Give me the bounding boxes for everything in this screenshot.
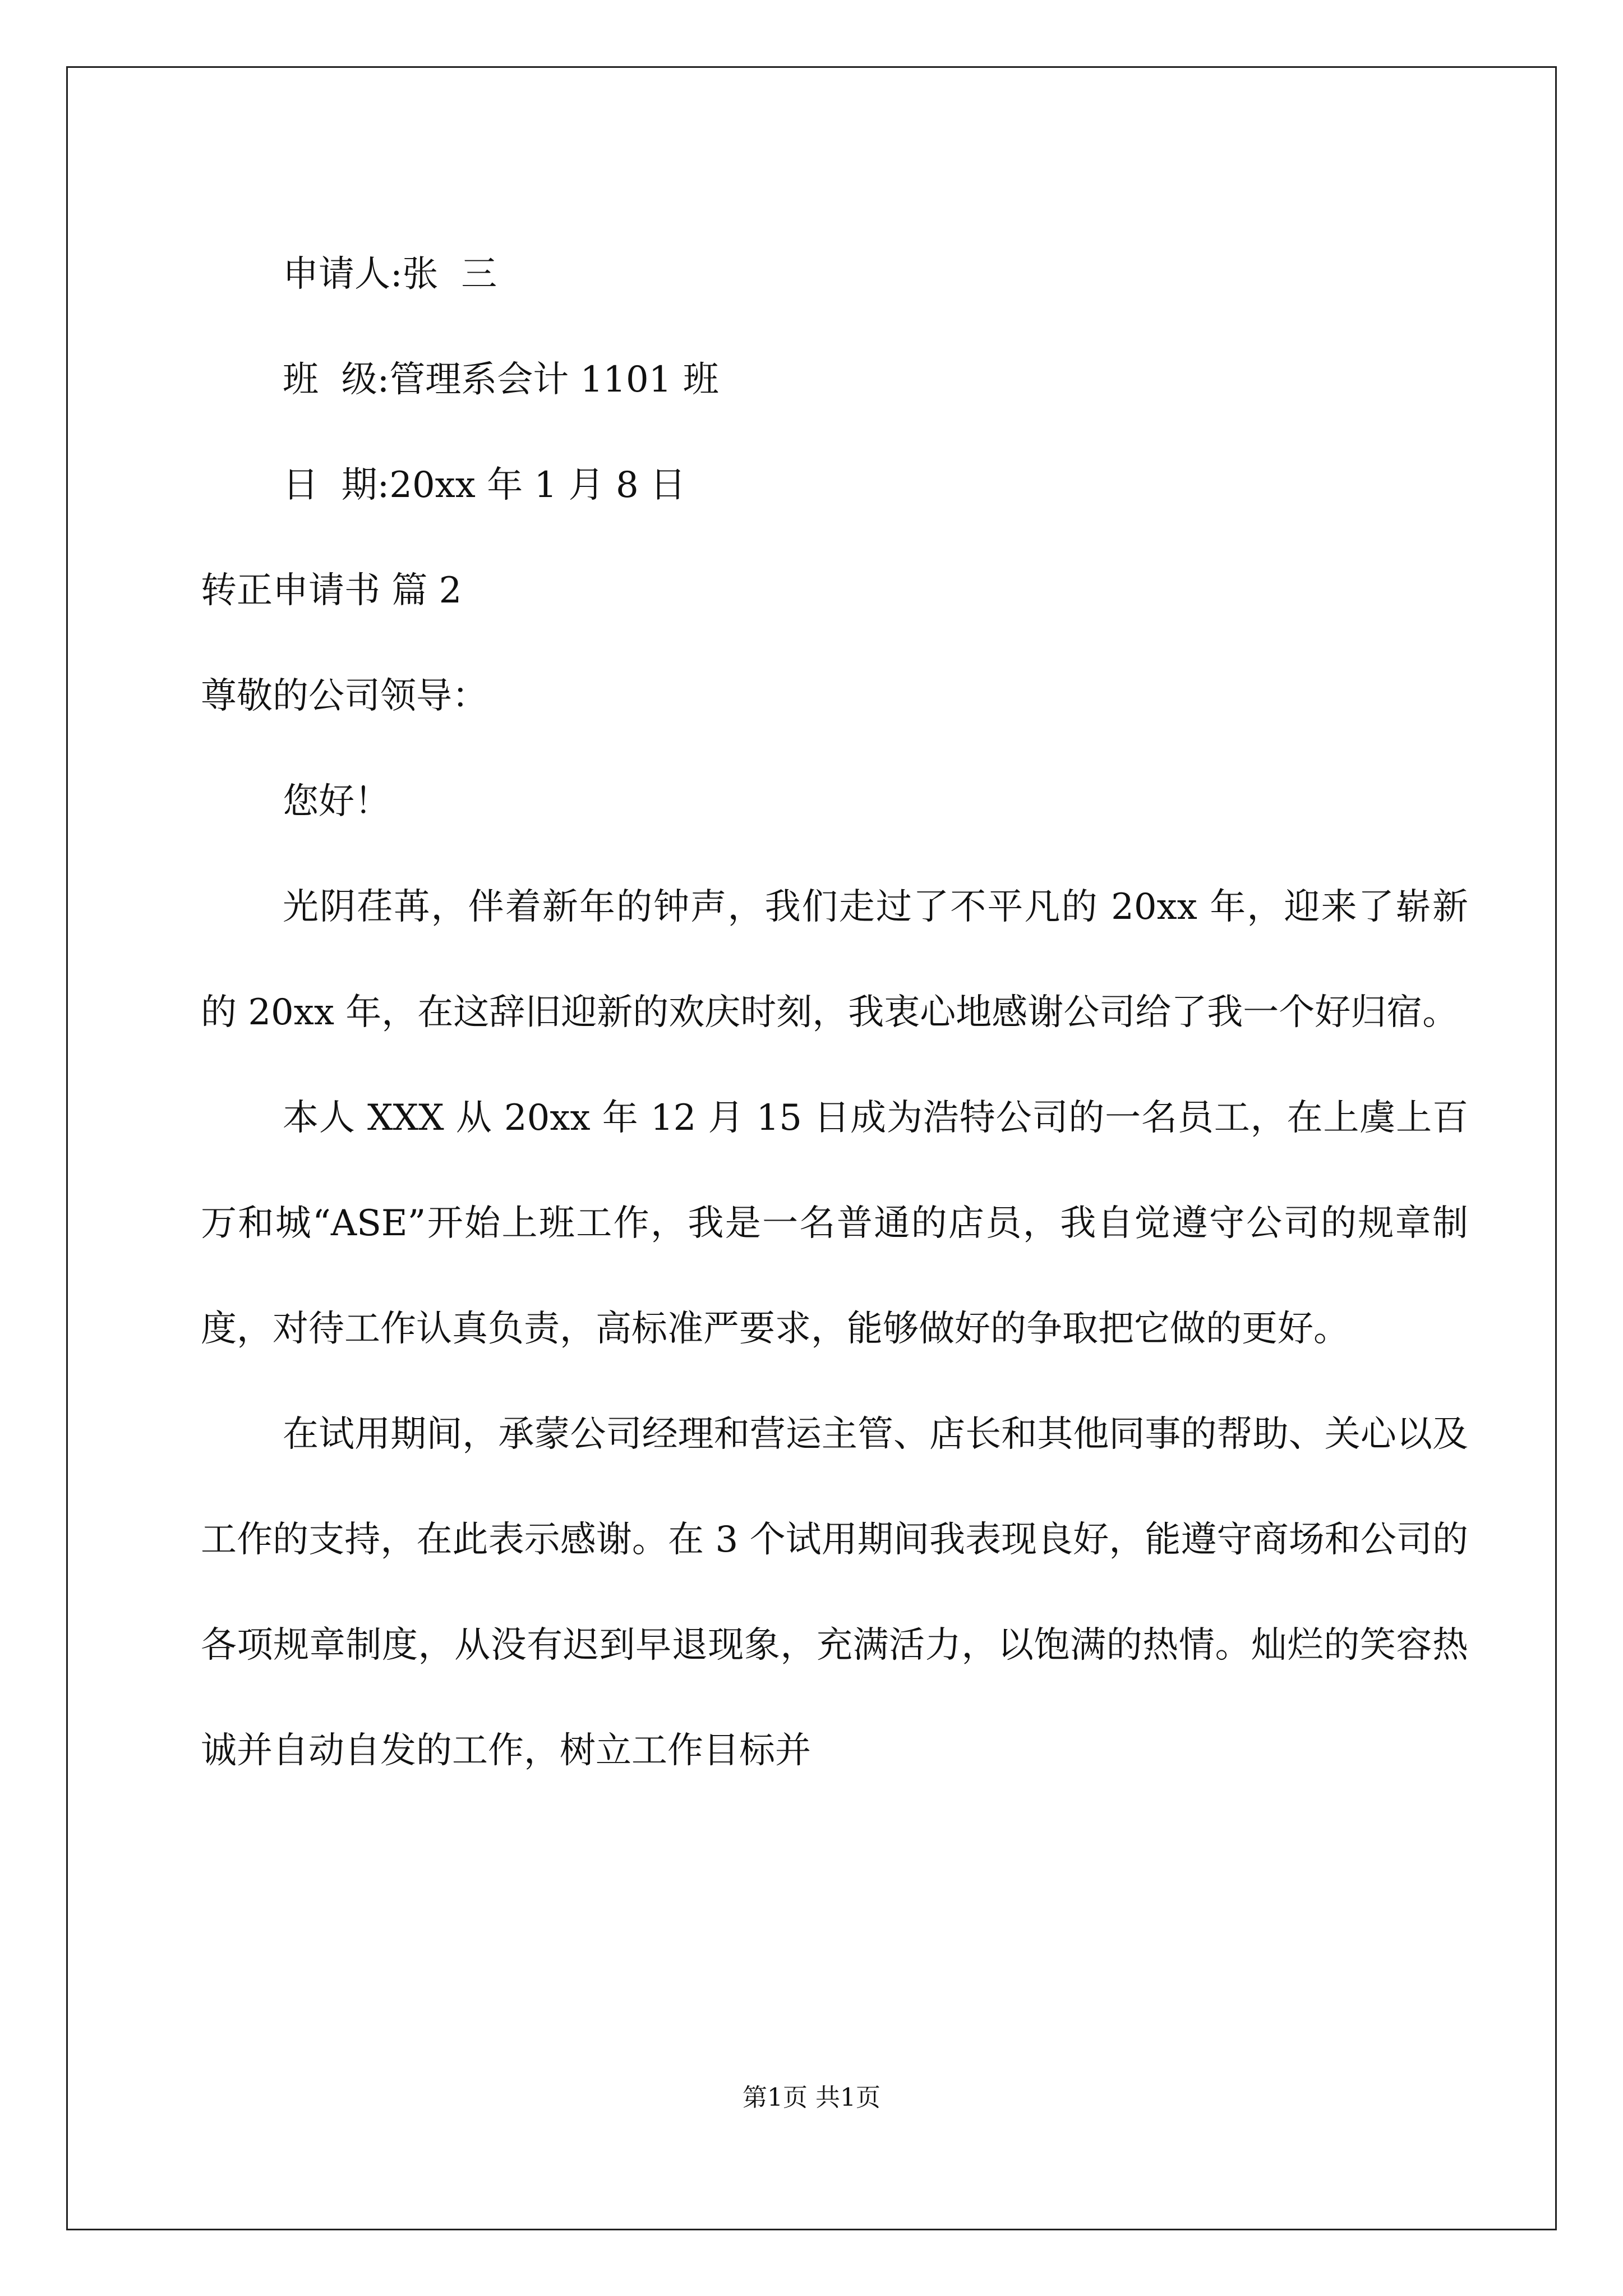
- applicant-line: 申请人:张 三: [283, 254, 497, 295]
- paragraph-3: 在试用期间，承蒙公司经理和营运主管、店长和其他同事的帮助、关心以及工作的支持，在此表示感谢。在 3 个试用期间我表现良好，能遵守商场和公司的各项规章制度，从没有迟到早退现象，充满活力，以饱满的热情。灿烂的笑容热诚并自动自发的工作，树立工作目标并: [201, 1414, 1468, 1772]
- salutation: 尊敬的公司领导：: [201, 675, 488, 717]
- paragraph-1: 光阴荏苒，伴着新年的钟声，我们走过了不平凡的 20xx 年，迎来了崭新的 20xx 年，在这辞旧迎新的欢庆时刻，我衷心地感谢公司给了我一个好归宿。: [201, 886, 1468, 1033]
- greeting: 您好！: [283, 781, 390, 822]
- page-footer: 第1页 共1页: [743, 2083, 880, 2112]
- date-line: 日 期:20xx 年 1 月 8 日: [283, 464, 686, 506]
- document-body: [201, 222, 1468, 1803]
- paragraph-2: 本人 XXX 从 20xx 年 12 月 15 日成为浩特公司的一名员工，在上虞上百万和城“ASE”开始上班工作，我是一名普通的店员，我自觉遵守公司的规章制度，对待工作认真负责，高标准严要求，能够做好的争取把它做的更好。: [201, 1097, 1468, 1350]
- section-title: 转正申请书 篇 2: [201, 570, 462, 611]
- class-line: 班 级:管理系会计 1101 班: [283, 359, 719, 401]
